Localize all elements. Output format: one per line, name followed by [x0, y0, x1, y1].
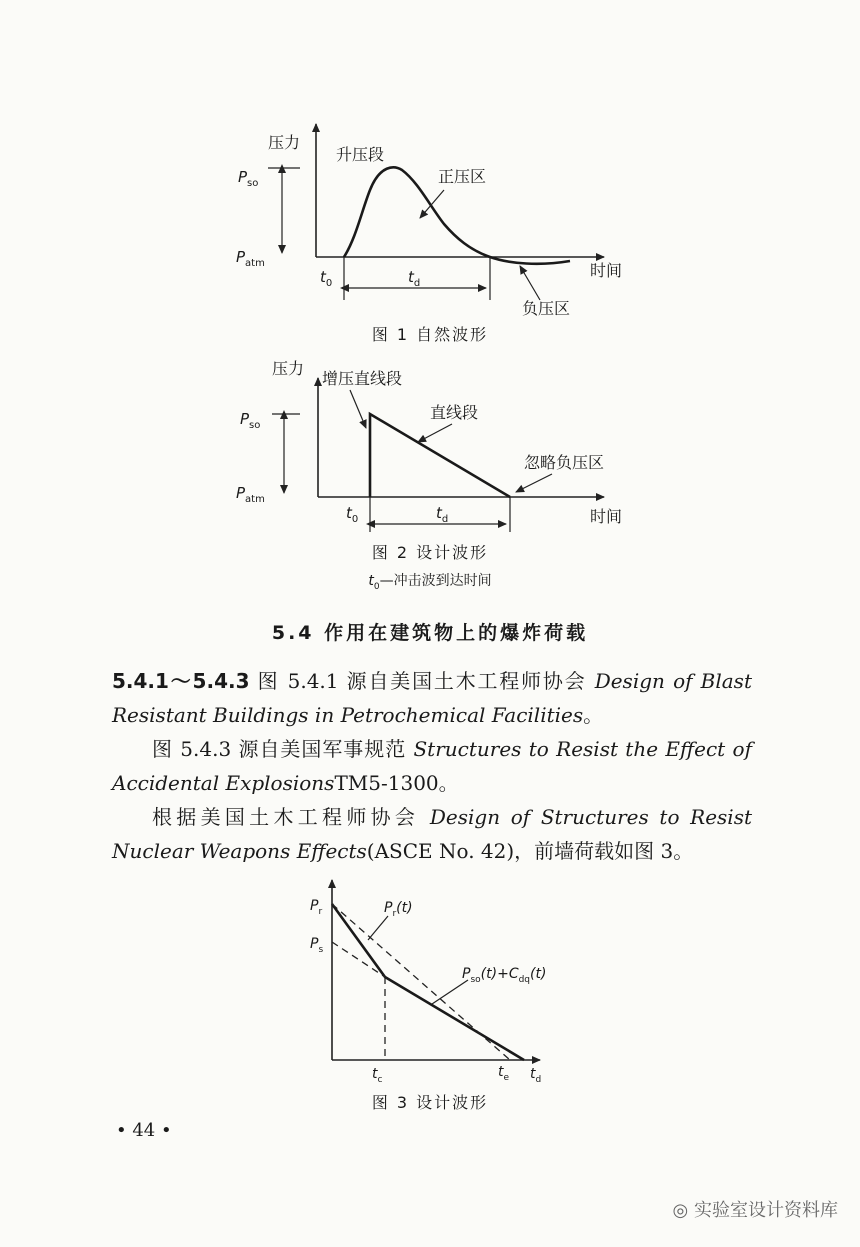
rise-label: 升压段: [336, 145, 385, 164]
watermark-text: 实验室设计资料库: [694, 1200, 838, 1221]
negative-zone-pointer: [520, 266, 540, 300]
td-label: $t_d$: [436, 504, 449, 525]
negative-zone-label: 负压区: [522, 299, 571, 318]
design-wave-line: [370, 414, 510, 497]
paragraph-1: [112, 664, 752, 732]
p1-text-b: 。: [583, 703, 604, 727]
t0-label: $t_0$: [320, 268, 333, 289]
front-wall-load-line: [332, 904, 524, 1060]
y-axis-label: 压力: [272, 359, 305, 378]
note-symbol: t: [368, 573, 374, 589]
ps-label: $P_s$: [310, 936, 324, 955]
t0-label: $t_0$: [346, 504, 359, 525]
rise-label: 增压直线段: [322, 369, 403, 388]
tc-label: $t_c$: [372, 1066, 383, 1082]
x-axis-label: 时间: [590, 507, 623, 526]
combo-pointer: [432, 980, 468, 1004]
ignore-pointer: [516, 474, 552, 492]
patm-label: $P_{atm}$: [236, 484, 265, 505]
figure-2-note: [0, 570, 860, 592]
p1-text-a: 图 5.4.1 源自美国土木工程师协会: [249, 669, 595, 693]
pr-t-pointer: [368, 916, 388, 940]
pso-label: $P_{so}$: [240, 410, 261, 431]
watermark: [673, 1196, 838, 1222]
note-sub: 0: [373, 581, 380, 592]
p3-title: Design of Structures to Resist Nuclear Weapons Effects: [112, 805, 753, 863]
page-number: • 44 •: [116, 1120, 172, 1141]
combo-label: $P_{so}(t)+C_{dq}(t)$: [462, 966, 547, 985]
figure-1-caption: 图 1 自然波形: [371, 325, 489, 344]
p1-title: Design of Blast Resistant Buildings in Petrochemical Facilities: [112, 669, 752, 727]
paragraph-3: [112, 800, 752, 868]
td-label: $t_d$: [530, 1066, 542, 1082]
rise-pointer: [350, 390, 366, 428]
wechat-icon: ◎: [672, 1200, 689, 1221]
y-axis-label: 压力: [268, 133, 301, 152]
p2-title: Structures to Resist the Effect of Accidental Explosions: [112, 737, 752, 795]
p3-text-a: 根据美国土木工程师协会: [152, 805, 430, 829]
clause-number: 5.4.1～5.4.3: [112, 669, 250, 693]
p2-text-b: TM5-1300。: [334, 771, 459, 795]
pso-label: $P_{so}$: [238, 168, 259, 189]
figure-3-caption: 图 3 设计波形: [371, 1093, 489, 1112]
figure-3-design-waveform: [0, 872, 860, 1082]
note-text: —冲击波到达时间: [379, 573, 492, 589]
line-pointer: [418, 424, 452, 442]
pr-t-label: $P_r(t)$: [384, 900, 413, 919]
te-label: $t_e$: [498, 1064, 510, 1082]
section-heading: 5.4 作用在建筑物上的爆炸荷载: [271, 622, 589, 644]
x-axis-label: 时间: [590, 261, 623, 280]
figure-2-caption: 图 2 设计波形: [371, 543, 489, 562]
ignore-label: 忽略负压区: [524, 453, 605, 472]
pr-label: $P_r$: [310, 898, 323, 917]
figure-2-design-waveform: [0, 356, 860, 536]
line-label: 直线段: [430, 403, 479, 422]
positive-zone-label: 正压区: [438, 167, 487, 186]
ps-decay-dashed: [332, 942, 385, 977]
paragraph-2: [112, 732, 752, 800]
td-label: $t_d$: [408, 268, 421, 289]
p3-text-b: (ASCE No. 42)，前墙荷载如图 3。: [366, 839, 694, 863]
patm-label: $P_{atm}$: [236, 248, 265, 269]
p2-text-a: 图 5.4.3 源自美国军事规范: [152, 737, 414, 761]
